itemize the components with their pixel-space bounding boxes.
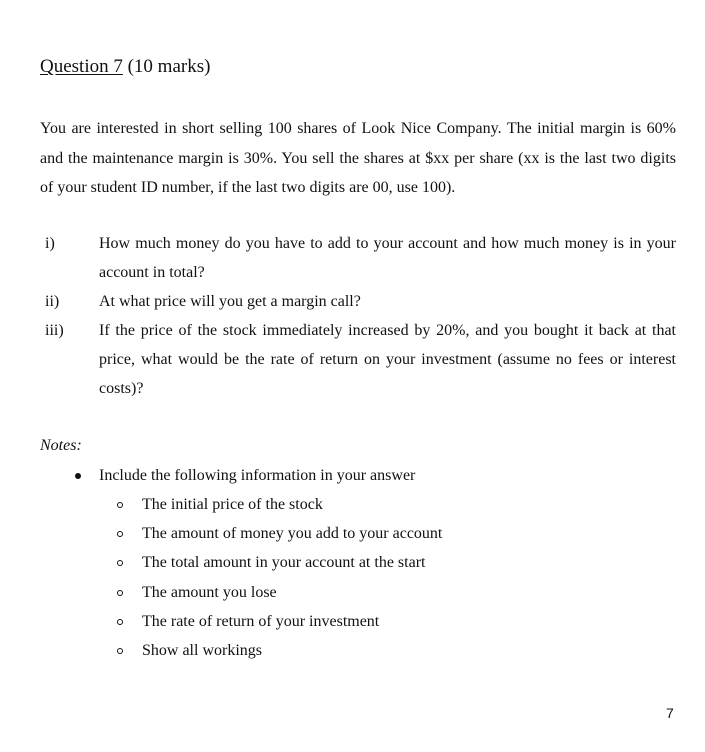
notes-sub-item-text: The amount of money you add to your account: [142, 525, 443, 543]
sub-question-item: [40, 287, 676, 316]
notes-sub-item: [116, 494, 442, 523]
hollow-circle-bullet-icon: [117, 560, 123, 566]
sub-question-text: If the price of the stock immediately increased by 20%, and you bought it back at that price, what would be the rate of return on your investment (assume no fees or interest costs)?: [99, 322, 676, 397]
notes-sub-item-text: The initial price of the stock: [142, 496, 323, 513]
question-marks: (10 marks): [122, 56, 211, 77]
notes-label: Notes:: [40, 437, 82, 454]
hollow-circle-bullet-icon: [117, 619, 123, 625]
sub-question-number: ii): [45, 293, 60, 310]
notes-sub-item: [116, 552, 442, 581]
sub-question-number: i): [45, 235, 55, 252]
page-number: 7: [666, 705, 674, 721]
notes-sub-item: [116, 582, 442, 611]
hollow-circle-bullet-icon: [117, 590, 123, 596]
hollow-circle-bullet-icon: [117, 531, 123, 537]
question-label: Question 7: [40, 56, 123, 77]
sub-question-list: [40, 229, 676, 403]
sub-question-number: iii): [45, 322, 64, 339]
notes-sub-item-text: The amount you lose: [142, 583, 277, 601]
notes-bullet-text: Include the following information in your answer: [99, 467, 416, 484]
notes-sub-item: [116, 640, 442, 669]
notes-sub-item: [116, 611, 442, 640]
sub-question-item: [40, 229, 676, 287]
sub-question-text: At what price will you get a margin call?: [99, 293, 361, 310]
hollow-circle-bullet-icon: [117, 502, 123, 508]
notes-sub-list: [116, 494, 442, 669]
sub-question-text: How much money do you have to add to your account and how much money is in your account in total?: [99, 235, 676, 281]
notes-sub-item-text: The rate of return of your investment: [142, 612, 380, 630]
sub-question-item: [40, 316, 676, 403]
question-heading: [40, 56, 210, 78]
notes-sub-item-text: The total amount in your account at the start: [142, 554, 426, 572]
bullet-dot-icon: [75, 473, 81, 479]
question-intro-paragraph: You are interested in short selling 100 shares of Look Nice Company. The initial margin is 60% and the maintenance margin is 30%. You sell the shares at $xx per share (xx is the last two digits of your student ID number, if the last two digits are 00, use 100).: [40, 120, 676, 196]
notes-sub-item-text: Show all workings: [142, 641, 262, 659]
hollow-circle-bullet-icon: [117, 648, 123, 654]
notes-sub-item: [116, 523, 442, 552]
